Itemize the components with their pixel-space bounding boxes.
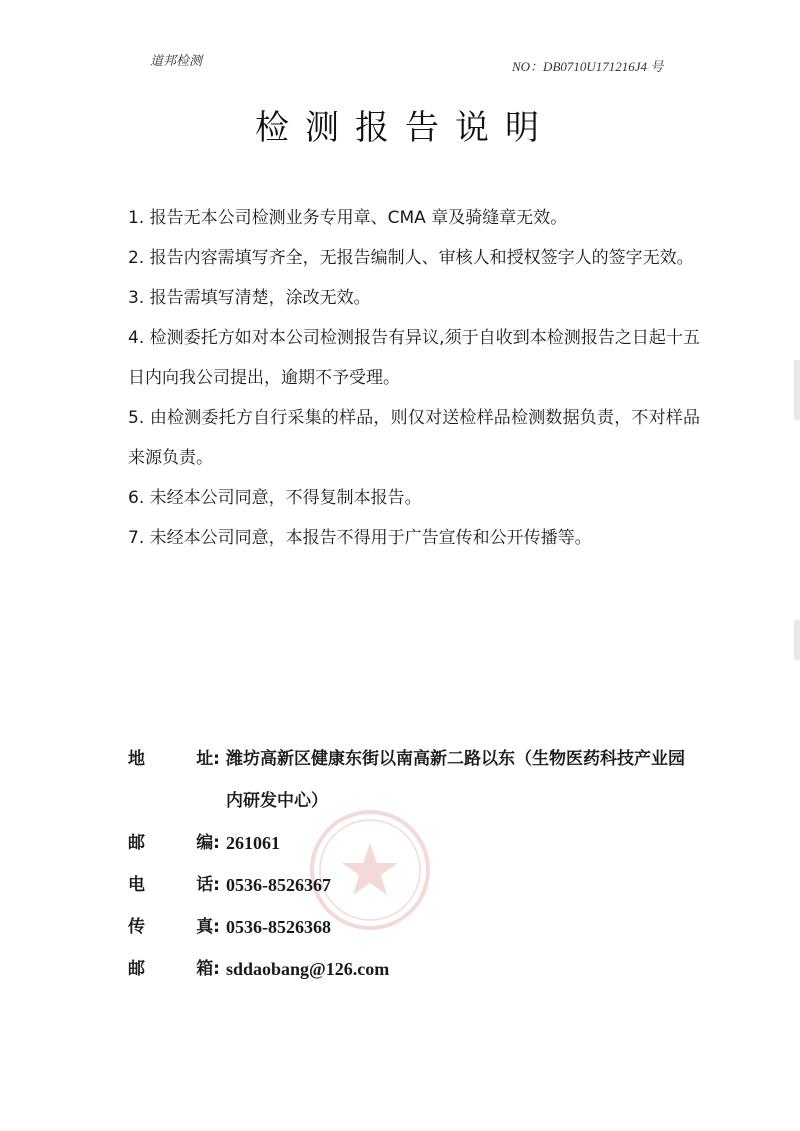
address-value: 潍坊高新区健康东街以南高新二路以东（生物医药科技产业园内研发中心） (226, 749, 685, 811)
address-label: 地 址: (128, 749, 220, 769)
seam-mark (794, 360, 800, 420)
report-number: NO：DB0710U171216J4 号 (512, 59, 664, 74)
note-item-6: 6. 未经本公司同意，不得复制本报告。 (128, 488, 422, 508)
note-item-5: 5. 由检测委托方自行采集的样品，则仅对送检样品检测数据负责，不对样品来源负责。 (128, 408, 700, 468)
email-label: 邮 箱: (128, 959, 220, 979)
contact-postcode-row (128, 822, 728, 864)
contact-fax-row (128, 906, 728, 948)
fax-value: 0536-8526368 (226, 917, 331, 937)
note-item-3: 3. 报告需填写清楚，涂改无效。 (128, 288, 371, 308)
phone-label: 电 话: (128, 875, 220, 895)
note-item-7: 7. 未经本公司同意，本报告不得用于广告宣传和公开传播等。 (128, 528, 592, 548)
postcode-label: 邮 编: (128, 833, 220, 853)
fax-label: 传 真: (128, 917, 220, 937)
note-item-4: 4. 检测委托方如对本公司检测报告有异议,须于自收到本检测报告之日起十五日内向我公司提出，逾期不予受理。 (128, 328, 700, 388)
contact-phone-row (128, 864, 728, 906)
phone-value: 0536-8526367 (226, 875, 331, 895)
note-item-1: 1. 报告无本公司检测业务专用章、CMA 章及骑缝章无效。 (128, 208, 568, 228)
contact-email-row (128, 948, 728, 990)
postcode-value: 261061 (226, 833, 280, 853)
seam-mark (794, 620, 800, 660)
notes-list (128, 198, 700, 558)
email-value: sddaobang@126.com (226, 959, 390, 979)
contact-block (128, 738, 728, 990)
page-title: 检测报告说明 (255, 108, 555, 148)
contact-address-row (128, 738, 728, 822)
note-item-2: 2. 报告内容需填写齐全，无报告编制人、审核人和授权签字人的签字无效。 (128, 248, 694, 268)
company-header: 道邦检测 (150, 54, 203, 69)
